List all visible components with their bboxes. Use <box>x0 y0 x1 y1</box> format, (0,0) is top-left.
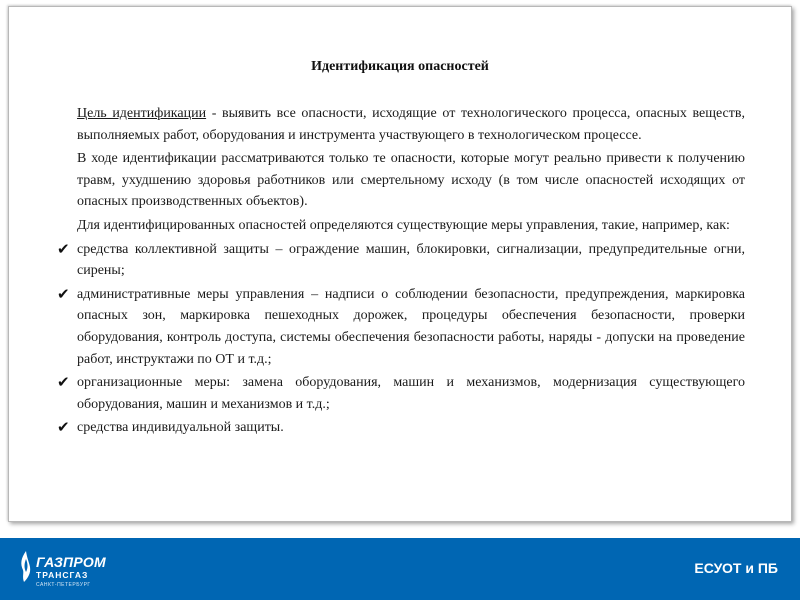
list-item-text: средства индивидуальной защиты. <box>77 420 284 436</box>
list-item-text: административные меры управления – надписи о соблюдении безопасности, предупреждения, маркировка опасных зон, маркировка пешеходных дорожек, процедуры обеспечения безопасности, проверки оборудования, контроль доступа, системы обеспечения безопасности работы, наряды - допуски на проведение работ, инструктажи по ОТ и т.д.; <box>77 286 745 367</box>
list-item <box>57 372 745 415</box>
measures-intro: Для идентифицированных опасностей определяются существующие меры управления, такие, например, как: <box>77 217 730 233</box>
footer-bar <box>0 538 800 600</box>
logo-main-text: ГАЗПРОМ <box>36 554 106 570</box>
check-mark-icon: ✔ <box>57 239 70 258</box>
footer-label: ЕСУОТ и ПБ <box>694 560 778 576</box>
slide-frame <box>8 6 792 522</box>
check-mark-icon: ✔ <box>57 373 70 392</box>
logo-sub-text: ТРАНСГАЗ <box>36 570 89 580</box>
goal-text: - выявить все опасности, исходящие от технологического процесса, опасных веществ, выполняемых работ, оборудования и инструмента участвующего в технологическом процессе. <box>77 106 745 143</box>
slide-content <box>57 103 745 439</box>
check-mark-icon: ✔ <box>57 284 70 303</box>
gazprom-logo <box>18 550 128 592</box>
slide-title: Идентификация опасностей <box>311 59 489 74</box>
list-item <box>57 239 745 282</box>
flame-icon <box>18 550 34 584</box>
list-item <box>57 417 745 439</box>
goal-label: Цель идентификации <box>77 106 207 121</box>
check-mark-icon: ✔ <box>57 418 70 437</box>
scope-paragraph: В ходе идентификации рассматриваются только те опасности, которые могут реально привести к получению травм, ухудшению здоровья работников или смертельному исходу (в том числе опасностей исходящих от опасных производственных объектов). <box>77 151 745 210</box>
goal-paragraph <box>77 103 745 146</box>
list-item-text: организационные меры: замена оборудования, машин и механизмов, модернизация существующего оборудования, машин и механизмов и т.д.; <box>77 375 745 412</box>
logo-city-text: САНКТ-ПЕТЕРБУРГ <box>36 582 91 588</box>
list-item-text: средства коллективной защиты – ограждение машин, блокировки, сигнализации, предупредительные огни, сирены; <box>77 241 745 279</box>
list-item <box>57 284 745 370</box>
